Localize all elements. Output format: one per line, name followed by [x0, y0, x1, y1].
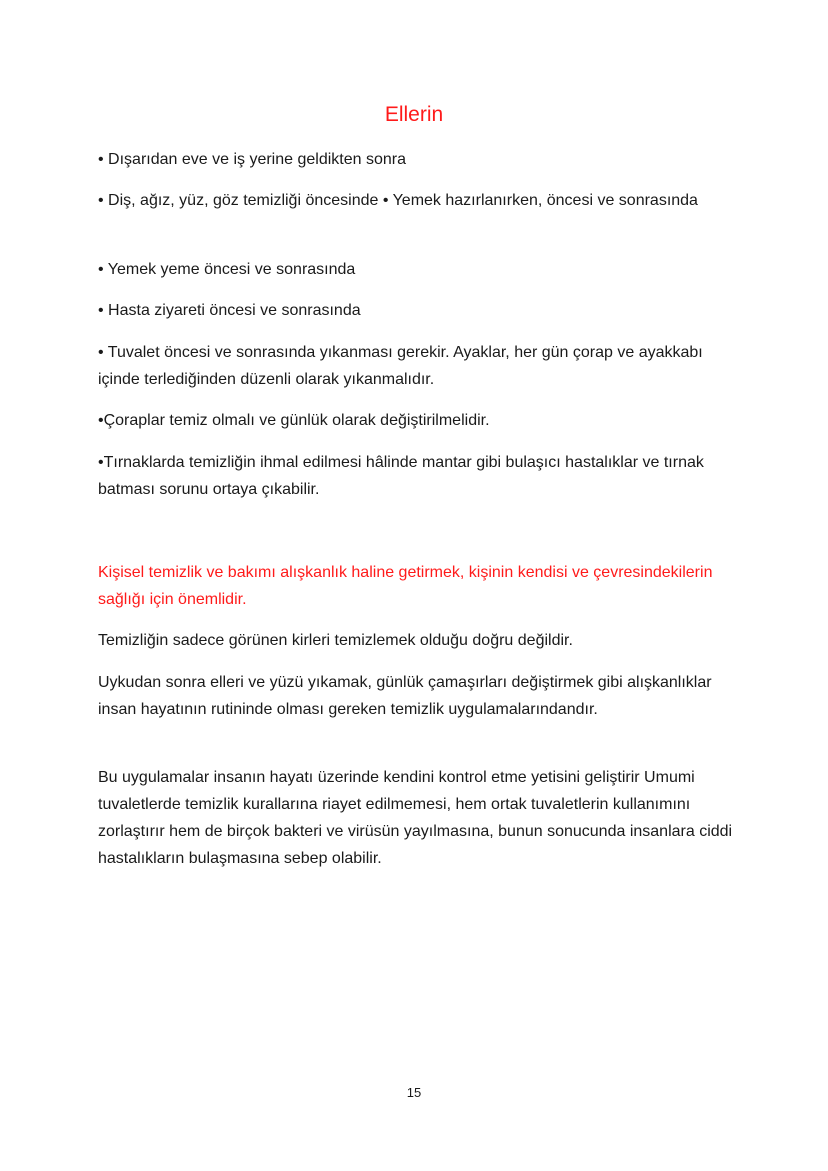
list-item-socks: •Çoraplar temiz olmalı ve günlük olarak değiştirilmelidir. — [98, 412, 490, 429]
paragraph-public-toilets: Bu uygulamalar insanın hayatı üzerinde kendini kontrol etme yetisini geliştirir Umumi tuvaletlerde temizlik kurallarına riayet edilmemesi, hem ortak tuvaletlerin kullanımını zorlaştırır hem de birçok bakteri ve virüsün yayılmasına, bunun sonucunda insanlara ciddi hastalıkların bulaşmasına sebep olabilir. — [98, 769, 733, 867]
list-item-after-coming-home: • Dışarıdan eve ve iş yerine geldikten sonra — [98, 151, 406, 168]
highlight-statement: Kişisel temizlik ve bakımı alışkanlık haline getirmek, kişinin kendisi ve çevresindekilerin sağlığı için önemlidir. — [98, 564, 713, 608]
section-title: Ellerin — [384, 103, 444, 126]
paragraph-visible-dirt: Temizliğin sadece görünen kirleri temizlemek olduğu doğru değildir. — [98, 632, 573, 649]
list-item-toilet-feet: • Tuvalet öncesi ve sonrasında yıkanması gerekir. Ayaklar, her gün çorap ve ayakkabı içinde terlediğinden düzenli olarak yıkanmalıdır. — [98, 344, 703, 388]
list-item-patient-visit: • Hasta ziyareti öncesi ve sonrasında — [98, 302, 361, 319]
list-item-nails: •Tırnaklarda temizliğin ihmal edilmesi hâlinde mantar gibi bulaşıcı hastalıklar ve tırnak batması sorunu ortaya çıkabilir. — [98, 454, 704, 498]
paragraph-daily-habits: Uykudan sonra elleri ve yüzü yıkamak, günlük çamaşırları değiştirmek gibi alışkanlıklar insan hayatının rutininde olması gereken temizlik uygulamalarındandır. — [98, 674, 712, 718]
list-item-eating: • Yemek yeme öncesi ve sonrasında — [98, 261, 356, 278]
page-number: 15 — [406, 1085, 422, 1100]
list-item-oral-hygiene-food-prep: • Diş, ağız, yüz, göz temizliği öncesinde • Yemek hazırlanırken, öncesi ve sonrasında — [98, 192, 698, 209]
